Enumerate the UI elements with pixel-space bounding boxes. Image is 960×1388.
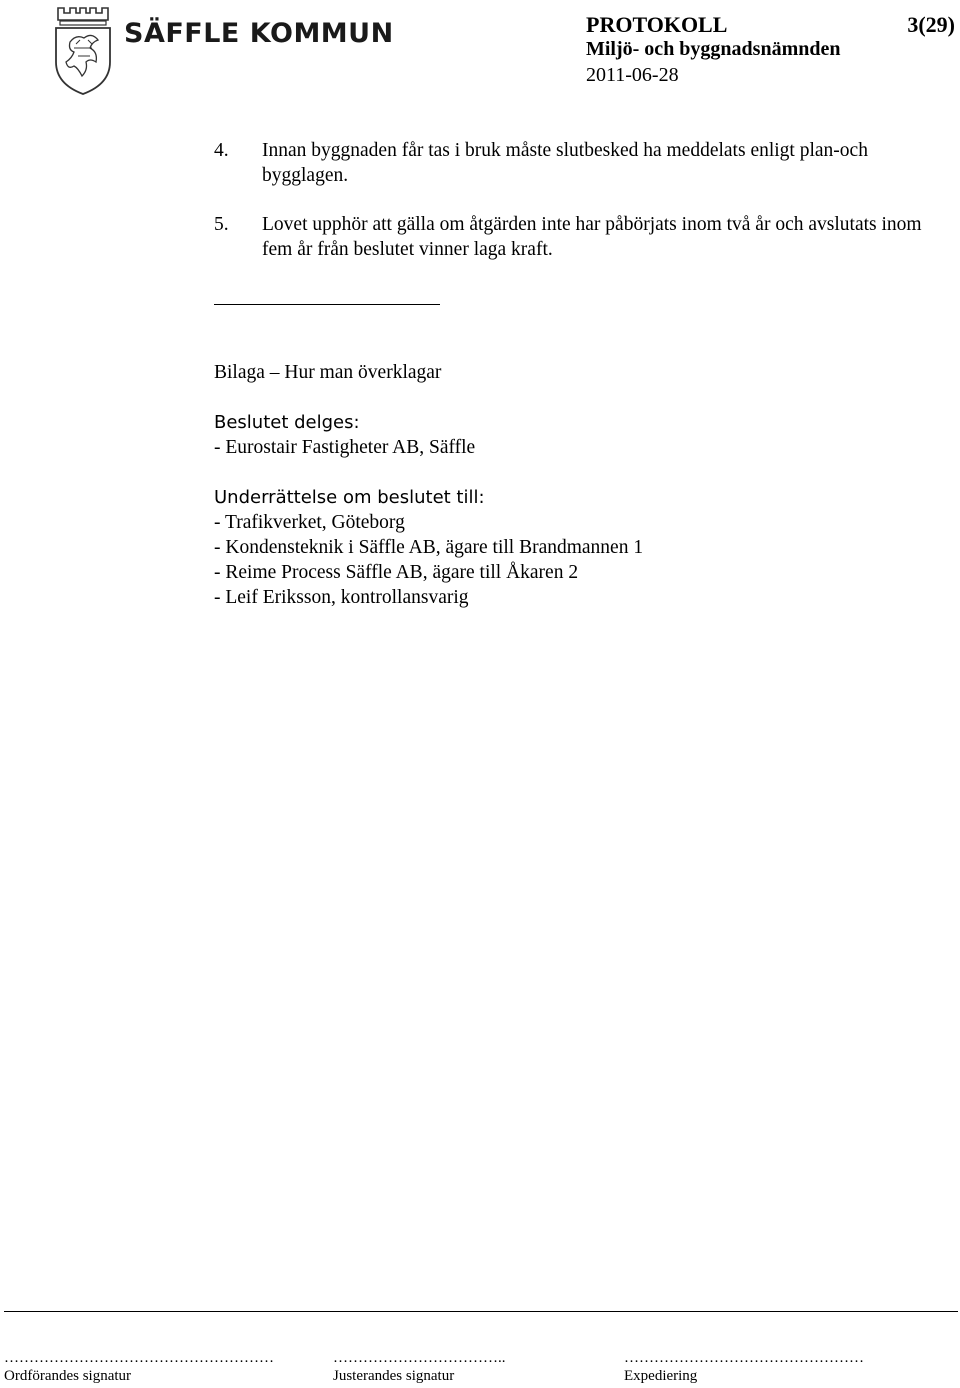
municipality-name: SÄFFLE KOMMUN	[124, 18, 394, 49]
notification-heading: Underrättelse om beslutet till:	[214, 487, 485, 508]
signature-line-dispatch: …………………………………………	[624, 1350, 864, 1366]
condition-item	[214, 212, 954, 262]
meeting-date: 2011-06-28	[586, 64, 679, 86]
condition-text: Innan byggnaden får tas i bruk måste slutbesked ha meddelats enligt plan-och bygglagen.	[262, 140, 868, 186]
signature-label-dispatch: Expediering	[624, 1368, 698, 1384]
municipality-coat-of-arms-logo	[52, 4, 114, 96]
appendix-reference: Bilaga – Hur man överklagar	[214, 362, 442, 383]
signature-line-chair: ………………………………………………	[4, 1350, 274, 1366]
section-divider	[214, 304, 440, 305]
condition-number: 4.	[214, 140, 229, 161]
condition-text: Lovet upphör att gälla om åtgärden inte har påbörjats inom två år och avslutats inom fem år från beslutet vinner laga kraft.	[262, 214, 922, 260]
delivery-heading: Beslutet delges:	[214, 412, 360, 433]
delivery-recipient: - Eurostair Fastigheter AB, Säffle	[214, 437, 476, 458]
signature-label-chair: Ordförandes signatur	[4, 1368, 132, 1384]
signature-line-adjuster: ……………………………..	[333, 1350, 506, 1366]
signature-label-adjuster: Justerandes signatur	[333, 1368, 455, 1384]
condition-number: 5.	[214, 214, 229, 235]
page-number: 3(29)	[907, 12, 955, 37]
notification-recipient: - Kondensteknik i Säffle AB, ägare till Brandmannen 1	[214, 537, 644, 558]
notification-recipient: - Trafikverket, Göteborg	[214, 512, 405, 533]
notification-recipient: - Leif Eriksson, kontrollansvarig	[214, 587, 469, 608]
committee-name: Miljö- och byggnadsnämnden	[586, 38, 841, 60]
footer-divider	[4, 1311, 958, 1312]
notification-recipient: - Reime Process Säffle AB, ägare till Åkaren 2	[214, 562, 579, 583]
document-type: PROTOKOLL	[586, 12, 728, 37]
condition-item	[214, 138, 954, 188]
